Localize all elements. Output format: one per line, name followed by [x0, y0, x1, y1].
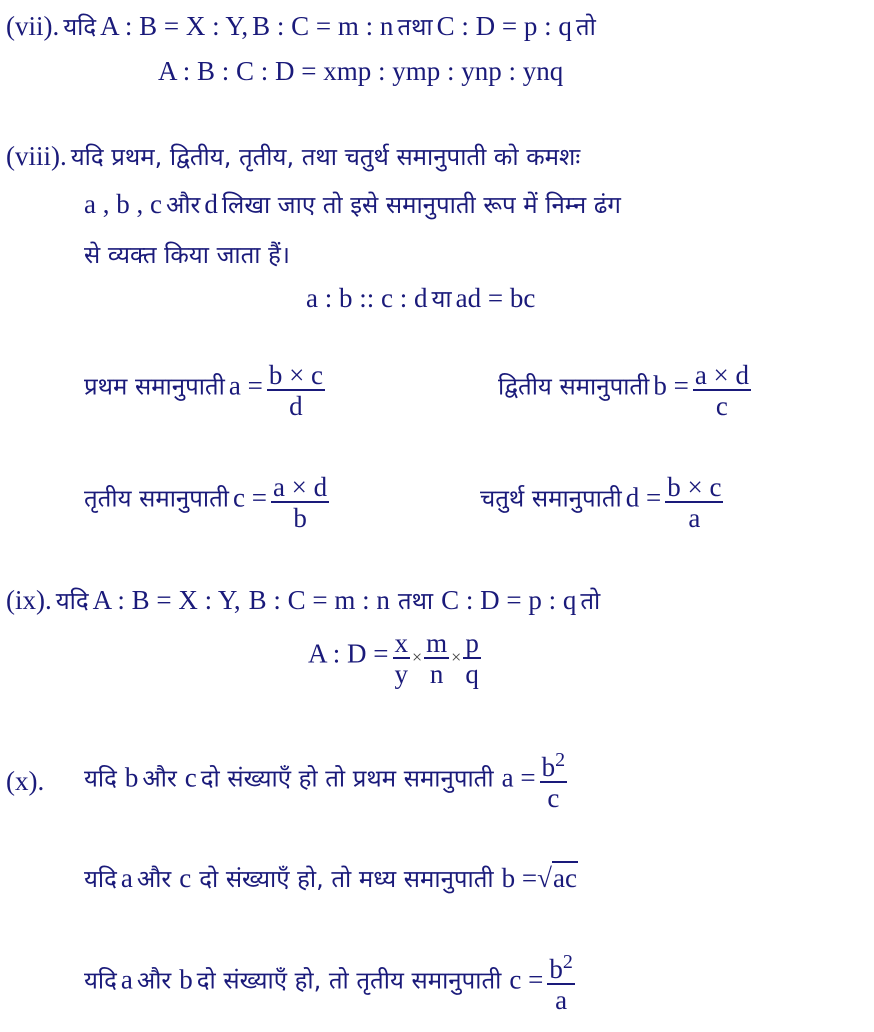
times-sign: × — [412, 646, 423, 667]
formula-lhs: c = — [232, 482, 267, 513]
hindi-text: यदि — [84, 764, 117, 793]
paragraph-line: से व्यक्त किया जाता हैं। — [84, 241, 290, 269]
square-root: √ac — [537, 863, 577, 893]
formula-lhs: c = — [509, 964, 544, 995]
math-ratio: C : D = p : q — [441, 585, 577, 615]
hindi-text: और — [165, 191, 201, 219]
proportion-relation — [306, 282, 535, 315]
hindi-text: दो संख्याएँ हो, तो तृतीय समानुपाती — [196, 966, 502, 995]
formula-label: चतुर्थ समानुपाती — [480, 484, 622, 513]
math-var: c — [184, 762, 197, 793]
formula-label: तृतीय समानुपाती — [84, 484, 229, 513]
fraction: $\frac{a \times d}{b}$ — [272, 472, 328, 533]
fraction: $\frac{a \times d}{c}$ — [694, 360, 750, 421]
hindi-text: और — [142, 764, 177, 793]
section-viii — [6, 140, 580, 173]
fraction: $\frac{b^2}{c}$ — [541, 749, 566, 813]
formula-lhs: d = — [625, 482, 662, 513]
math-ratio: B : C = m : n — [252, 11, 394, 41]
math-var: b — [124, 762, 139, 793]
formula-lhs: a = — [501, 762, 536, 793]
hindi-text: तो — [575, 13, 596, 41]
hindi-text: यदि — [63, 13, 97, 41]
fraction: $\frac{m}{n}$ — [426, 628, 448, 689]
fraction: $\frac{b \times c}{d}$ — [268, 360, 324, 421]
formula-third-proportional — [84, 474, 329, 532]
hindi-text: और — [136, 865, 172, 893]
formula-fourth-proportional — [480, 474, 723, 532]
math-ratio: C : D = p : q — [436, 11, 572, 41]
math-var: b — [179, 964, 193, 995]
section-label: (x). — [6, 766, 45, 796]
math-var: d — [204, 189, 218, 219]
hindi-text: लिखा जाए तो इसे समानुपाती रूप में निम्न ढंग — [221, 191, 621, 219]
formula-lhs: A : D = — [308, 638, 389, 669]
formula-first-proportional — [84, 362, 325, 420]
formula-x-mean — [84, 862, 578, 895]
math-relation: a : b :: c : d — [306, 283, 428, 313]
math-var: a — [120, 863, 133, 893]
section-label: (vii). — [6, 11, 60, 41]
times-sign: × — [451, 646, 462, 667]
section-label: (viii). — [6, 141, 67, 171]
hindi-text: यदि — [84, 865, 117, 893]
math-relation: ad = bc — [455, 283, 536, 313]
math-vars: a , b , c — [84, 189, 162, 219]
hindi-text: तथा — [397, 587, 434, 615]
formula-x-third — [84, 951, 575, 1015]
hindi-text: तो — [580, 587, 601, 615]
math-ratio: A : B = X : Y, — [100, 11, 249, 41]
math-ratio: B : C = m : n — [248, 585, 390, 615]
hindi-text: यदि प्रथम, द्वितीय, तृतीय, तथा चतुर्थ समानुपाती को कमशः — [70, 143, 581, 171]
paragraph-line — [84, 188, 621, 221]
section-label: (ix). — [6, 585, 52, 615]
formula-x-first — [84, 749, 567, 813]
fraction: $\frac{b^2}{a}$ — [549, 951, 573, 1015]
hindi-text: तथा — [397, 13, 433, 41]
fraction: $\frac{p}{q}$ — [465, 628, 479, 689]
formula-lhs: b = — [653, 370, 689, 401]
math-var: c — [179, 863, 192, 893]
hindi-text: यदि — [84, 966, 117, 995]
fraction: $\frac{b \times c}{a}$ — [667, 472, 722, 533]
hindi-text: यदि — [55, 587, 89, 615]
formula-label: द्वितीय समानुपाती — [498, 372, 650, 401]
formula-lhs: b = — [501, 863, 538, 893]
hindi-text: और — [136, 966, 172, 995]
fraction: $\frac{x}{y}$ — [394, 628, 408, 689]
formula-vii-result: A : B : C : D = xmp : ymp : ynp : ynq — [158, 56, 564, 86]
hindi-text: दो संख्याएँ हो, तो मध्य समानुपाती — [199, 865, 494, 893]
hindi-text: दो संख्याएँ हो तो प्रथम समानुपाती — [200, 764, 494, 793]
formula-ix-result — [308, 630, 481, 688]
section-vii — [6, 10, 596, 43]
section-ix — [6, 584, 600, 617]
formula-second-proportional — [498, 362, 751, 420]
math-var: a — [120, 964, 133, 995]
formula-lhs: a = — [228, 370, 263, 401]
math-ratio: A : B = X : Y, — [92, 585, 241, 615]
formula-label: प्रथम समानुपाती — [84, 372, 225, 401]
hindi-text: या — [431, 285, 452, 313]
